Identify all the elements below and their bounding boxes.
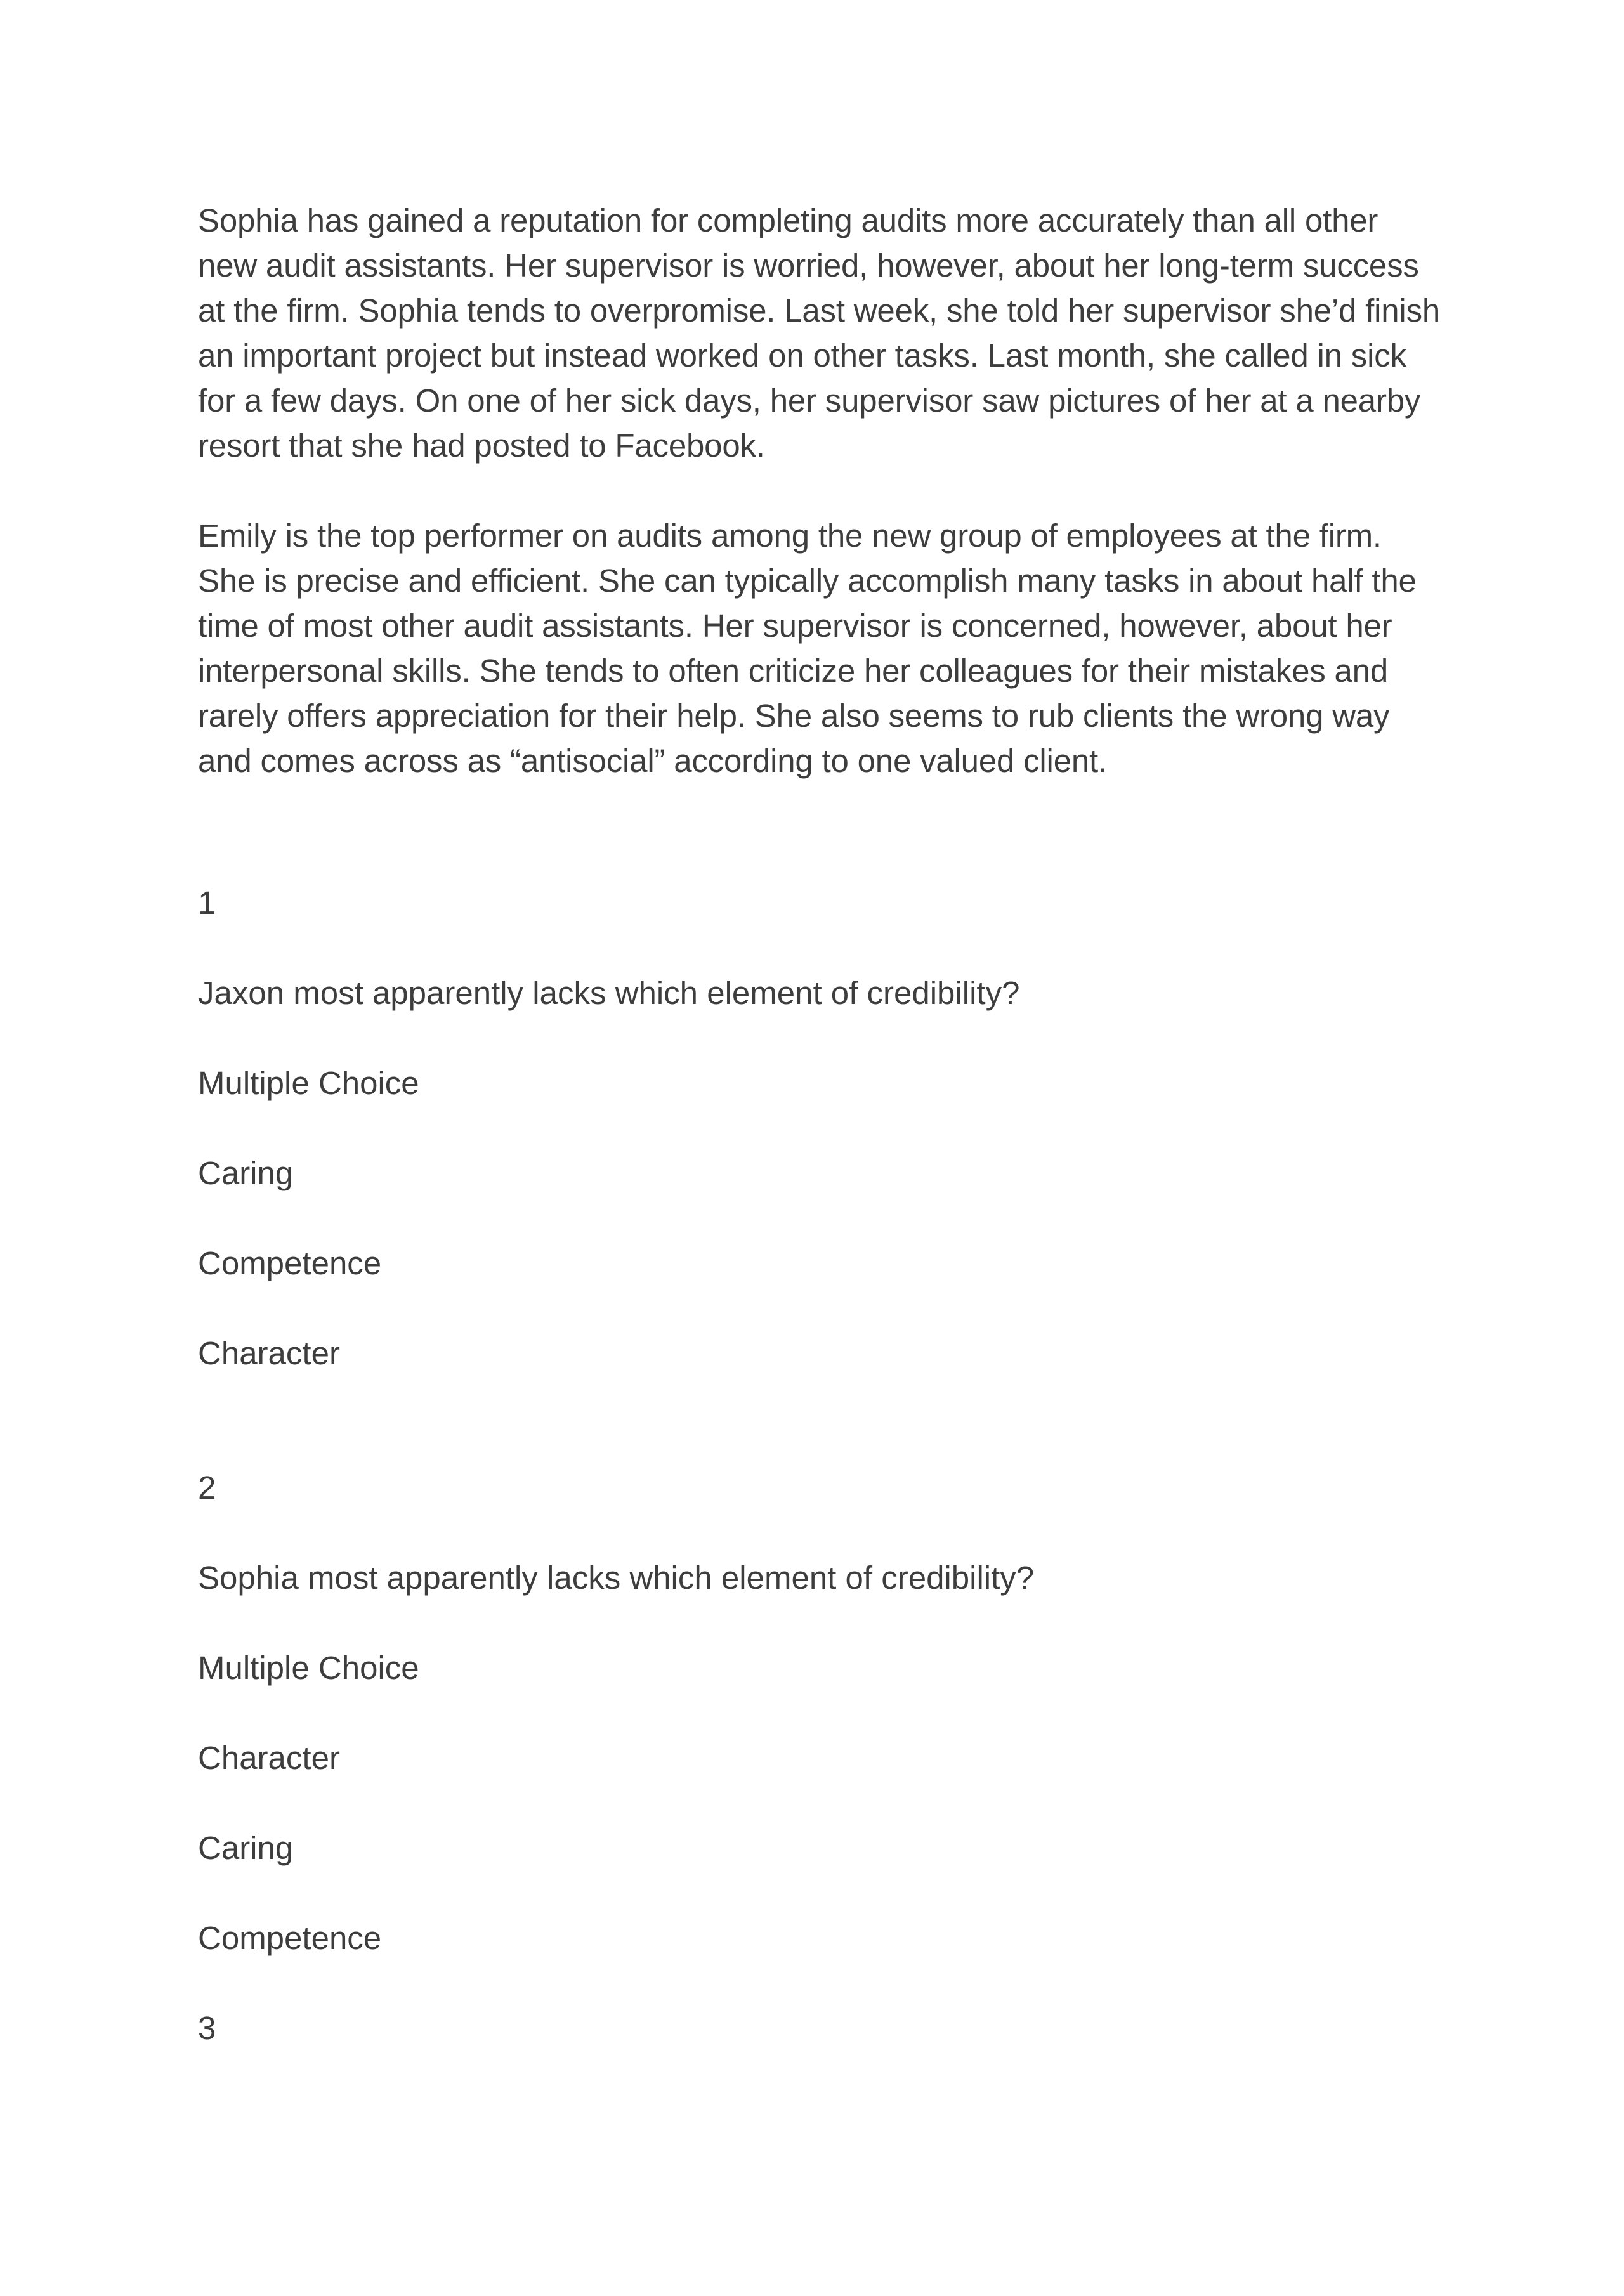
question-number: 2 (198, 1470, 216, 1506)
question-type-label: Multiple Choice (198, 1065, 419, 1101)
question-number: 3 (198, 2010, 216, 2046)
answer-option[interactable]: Competence (198, 1920, 382, 1956)
answer-option[interactable]: Character (198, 1740, 340, 1776)
answer-option[interactable]: Caring (198, 1155, 294, 1191)
answer-option[interactable]: Caring (198, 1830, 294, 1866)
passage-emily: Emily is the top performer on audits among the new group of employees at the firm. She is precise and efficient. She can typically accomplish many tasks in about half the time of most other audit assistants. Her supervisor is concerned, however, about her interpersonal skills. She tends to often criticize her colleagues for their mistakes and rarely offers appreciation for their help. She also seems to rub clients the wrong way and comes across as “antisocial” according to one valued client. (198, 518, 1417, 779)
answer-option[interactable]: Character (198, 1335, 340, 1371)
passage-sophia: Sophia has gained a reputation for completing audits more accurately than all other new audit assistants. Her supervisor is worried, however, about her long-term success at the firm. Sophia tends to overpromise. Last week, she told her supervisor she’d finish an important project but instead worked on other tasks. Last month, she called in sick for a few days. On one of her sick days, her supervisor saw pictures of her at a nearby resort that she had posted to Facebook. (198, 202, 1441, 464)
question-prompt: Jaxon most apparently lacks which element of credibility? (198, 975, 1020, 1011)
question-number: 1 (198, 885, 216, 921)
passages (198, 198, 1441, 783)
question-prompt: Sophia most apparently lacks which element of credibility? (198, 1560, 1035, 1596)
question-type-label: Multiple Choice (198, 1650, 419, 1686)
answer-option[interactable]: Competence (198, 1245, 382, 1281)
